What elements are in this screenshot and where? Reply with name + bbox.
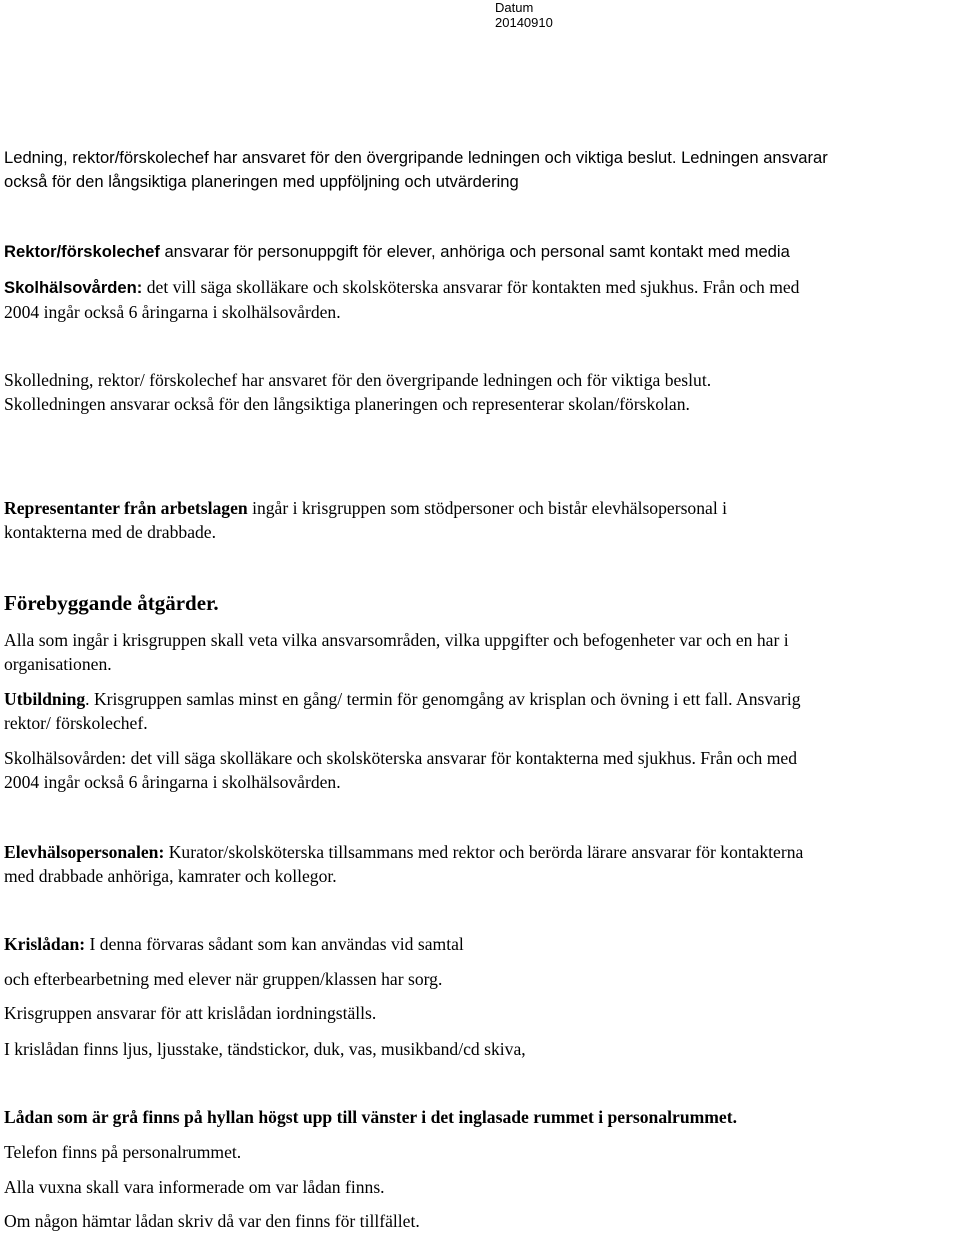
header-date-label: Datum bbox=[495, 0, 534, 15]
paragraph-elevhalsopersonalen-line2: med drabbade anhöriga, kamrater och kollegor. bbox=[4, 866, 337, 886]
paragraph-krisladan-text: I denna förvaras sådant som kan användas vid samtal bbox=[85, 934, 464, 954]
paragraph-utbildning bbox=[4, 687, 956, 735]
paragraph-efterbearbetning: och efterbearbetning med elever när gruppen/klassen har sorg. bbox=[4, 969, 443, 989]
paragraph-elevhalsopersonalen-line1: Kurator/skolsköterska tillsammans med rektor och berörda lärare ansvarar för kontakterna bbox=[164, 842, 804, 862]
paragraph-skolledning-line1: Skolledning, rektor/ förskolechef har ansvaret för den övergripande ledningen och för viktiga beslut. bbox=[4, 370, 712, 390]
paragraph-skolhalsovarden-1-line1: det vill säga skolläkare och skolsköterska ansvarar för kontakten med sjukhus. Från och med bbox=[142, 277, 800, 297]
paragraph-alla-som bbox=[4, 628, 956, 676]
paragraph-alla-som-line1: Alla som ingår i krisgruppen skall veta vilka ansvarsområden, vilka uppgifter och befogenheter var och en har i bbox=[4, 630, 789, 650]
paragraph-rektor-text: ansvarar för personuppgift för elever, anhöriga och personal samt kontakt med media bbox=[159, 242, 790, 261]
paragraph-skolhalsovarden-2-line1: det vill säga skolläkare och skolsköterska ansvarar för kontakterna med sjukhus. Från och med bbox=[126, 748, 797, 768]
section-heading: Förebyggande åtgärder. bbox=[4, 591, 219, 615]
paragraph-skolhalsovarden-2-bold: Skolhälsovården: bbox=[4, 748, 127, 768]
paragraph-elevhalsopersonalen bbox=[4, 840, 956, 888]
paragraph-representanter-bold: Representanter från arbetslagen bbox=[4, 498, 248, 518]
paragraph-skolledning bbox=[4, 368, 956, 416]
paragraph-om-nagon: Om någon hämtar lådan skriv då var den finns för tillfället. bbox=[4, 1211, 420, 1231]
paragraph-utbildning-line2: rektor/ förskolechef. bbox=[4, 713, 148, 733]
paragraph-rektor bbox=[4, 240, 956, 264]
paragraph-skolledning-line2: Skolledningen ansvarar också för den långsiktiga planeringen och representerar skolan/förskolan. bbox=[4, 394, 690, 414]
paragraph-utbildning-bold: Utbildning bbox=[4, 689, 86, 709]
paragraph-skolhalsovarden-1-line2: 2004 ingår också 6 åringarna i skolhälsovården. bbox=[4, 302, 341, 322]
paragraph-ladan-plats-bold: Lådan som är grå finns på hyllan högst upp till vänster i det inglasade rummet i personalrummet. bbox=[4, 1107, 737, 1127]
paragraph-telefon: Telefon finns på personalrummet. bbox=[4, 1142, 242, 1162]
paragraph-skolhalsovarden-2 bbox=[4, 746, 956, 794]
paragraph-alla-som-line2: organisationen. bbox=[4, 654, 112, 674]
paragraph-skolhalsovarden-1 bbox=[4, 275, 956, 324]
paragraph-rektor-bold: Rektor/förskolechef bbox=[4, 242, 160, 261]
paragraph-alla-vuxna: Alla vuxna skall vara informerade om var lådan finns. bbox=[4, 1177, 385, 1197]
paragraph-krisladan bbox=[4, 932, 956, 956]
paragraph-skolhalsovarden-1-bold: Skolhälsovården: bbox=[4, 278, 143, 297]
paragraph-representanter-line2: kontakterna med de drabbade. bbox=[4, 522, 217, 542]
paragraph-krisgruppen-ansvarar: Krisgruppen ansvarar för att krislådan iordningställs. bbox=[4, 1003, 377, 1023]
header-date-value: 20140910 bbox=[495, 15, 553, 30]
paragraph-representanter-line1: ingår i krisgruppen som stödpersoner och bistår elevhälsopersonal i bbox=[247, 498, 727, 518]
paragraph-ladan-plats bbox=[4, 1105, 956, 1129]
paragraph-elevhalsopersonalen-bold: Elevhälsopersonalen: bbox=[4, 842, 165, 862]
paragraph-krisladan-innehall: I krislådan finns ljus, ljusstake, tändstickor, duk, vas, musikband/cd skiva, bbox=[4, 1039, 526, 1059]
paragraph-skolhalsovarden-2-line2: 2004 ingår också 6 åringarna i skolhälsovården. bbox=[4, 772, 341, 792]
document-header bbox=[495, 0, 553, 30]
paragraph-krisladan-bold: Krislådan: bbox=[4, 934, 86, 954]
paragraph-representanter bbox=[4, 496, 956, 544]
paragraph-ledning-line1: Ledning, rektor/förskolechef har ansvaret för den övergripande ledningen och viktiga beslut. Ledningen ansvarar bbox=[4, 148, 828, 167]
paragraph-ledning bbox=[4, 146, 956, 194]
paragraph-ledning-line2: också för den långsiktiga planeringen med uppföljning och utvärdering bbox=[4, 172, 519, 191]
paragraph-utbildning-line1: . Krisgruppen samlas minst en gång/ termin för genomgång av krisplan och övning i ett fall. Ansvarig bbox=[85, 689, 801, 709]
